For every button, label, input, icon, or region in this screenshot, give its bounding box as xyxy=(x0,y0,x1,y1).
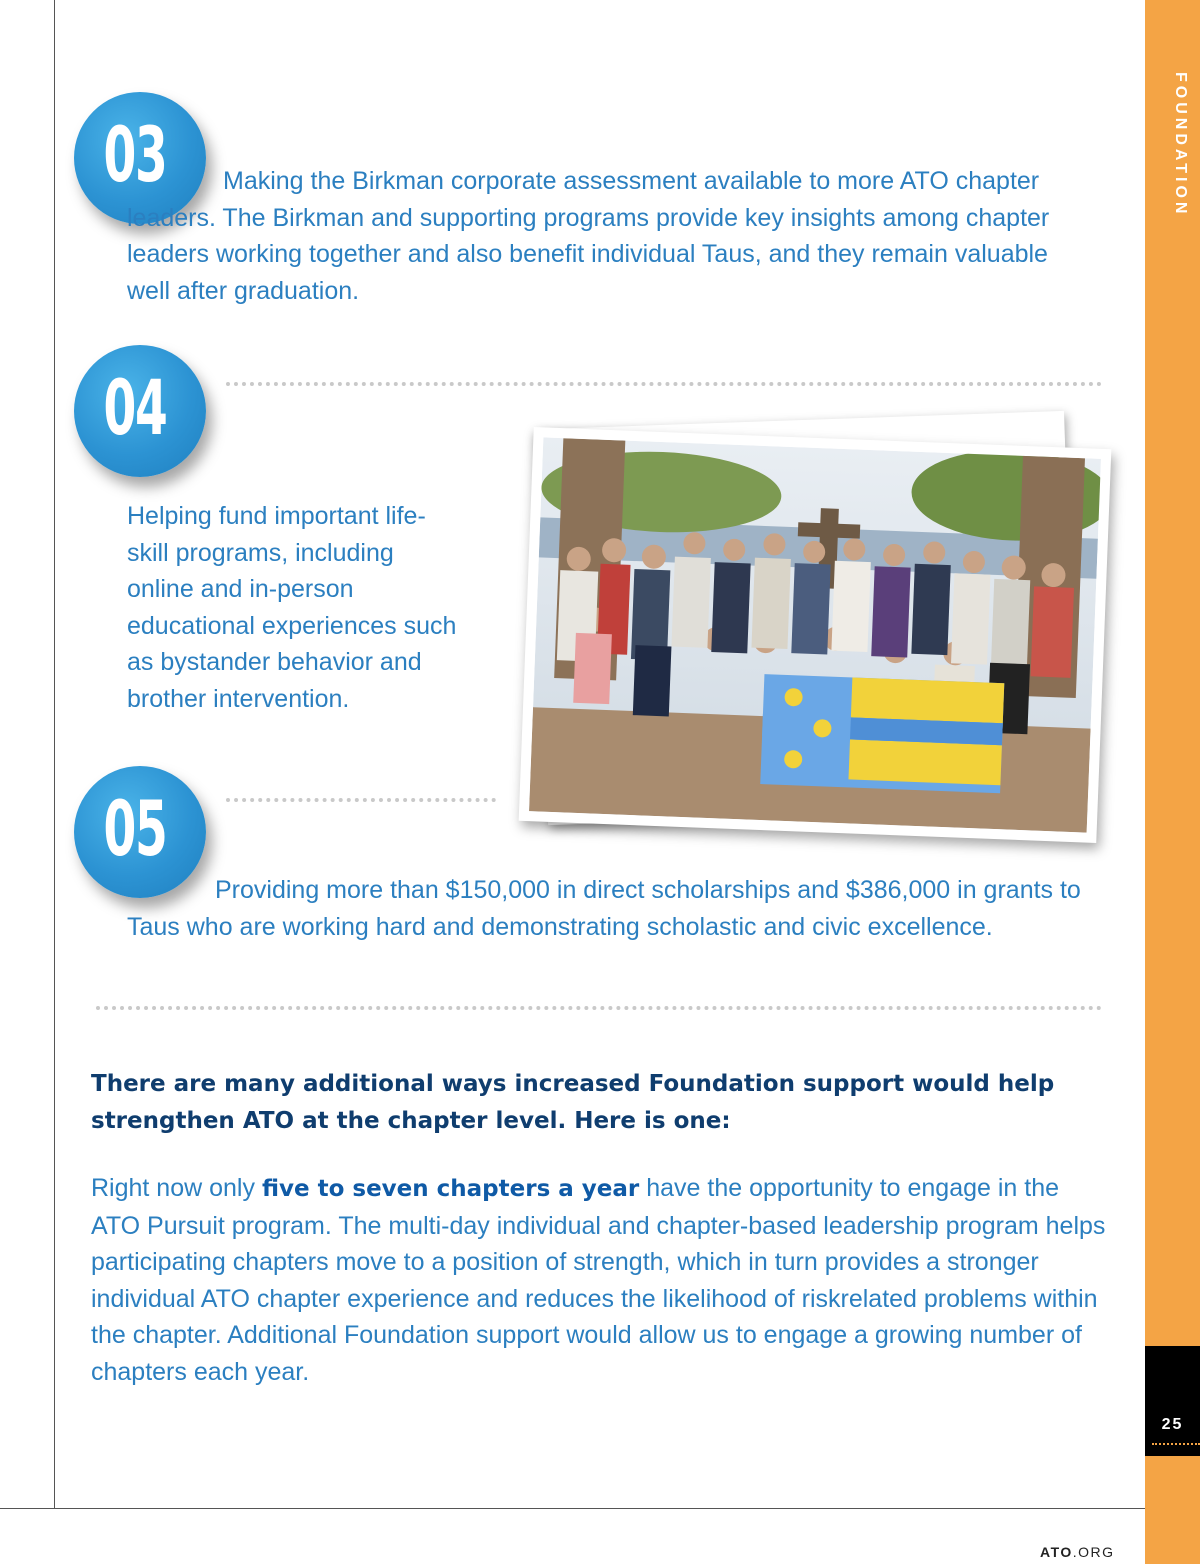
group-photo-image xyxy=(529,437,1101,832)
closing-highlight: five to seven chapters a year xyxy=(261,1176,640,1202)
item-badge-04 xyxy=(74,345,206,477)
section-label: FOUNDATION xyxy=(1172,72,1189,218)
section-divider xyxy=(96,1006,1102,1010)
group-photo xyxy=(519,427,1112,843)
page-number-dots xyxy=(1152,1443,1200,1445)
badge-number: 05 xyxy=(103,784,167,873)
footer-site-bold: ATO xyxy=(1040,1544,1073,1560)
lead-heading: There are many additional ways increased Foundation support would help strengthen ATO at the chapter level. Here is one: xyxy=(91,1071,1055,1134)
badge-number: 03 xyxy=(103,110,167,199)
item-text-04: Helping fund important life-skill programs, including online and in-person educational experiences such as bystander behavior and brother intervention. xyxy=(127,502,457,713)
bottom-margin-rule xyxy=(0,1508,1145,1509)
page-number: 25 xyxy=(1161,1416,1184,1433)
dotted-divider xyxy=(226,382,1102,386)
left-margin-rule xyxy=(54,0,55,1508)
closing-paragraph xyxy=(91,1170,1111,1390)
side-band xyxy=(1145,0,1200,1564)
item-text-05: Providing more than $150,000 in direct scholarships and $386,000 in grants to Taus who are working hard and demonstrating scholastic and civic excellence. xyxy=(127,876,1081,941)
dotted-divider xyxy=(226,798,496,802)
footer-site-rest: .ORG xyxy=(1072,1544,1115,1560)
closing-text-start: Right now only xyxy=(91,1174,262,1202)
page-number-box xyxy=(1145,1346,1200,1456)
badge-number: 04 xyxy=(103,363,167,452)
flag xyxy=(760,674,1004,793)
item-text-03: Making the Birkman corporate assessment available to more ATO chapter leaders. The Birkman and supporting programs provide key insights among chapter leaders working together and also benefit individual Taus, and they remain valuable well after graduation. xyxy=(127,167,1050,305)
closing-text-end: have the opportunity to engage in the ATO Pursuit program. The multi-day individual and chapter-based leadership program helps participating chapters move to a position of strength, which in turn provides a stronger individual ATO chapter experience and reduces the likelihood of riskrelated problems within the chapter. Additional Foundation support would allow us to engage a growing number of chapters each year. xyxy=(91,1174,1106,1386)
footer-website xyxy=(1040,1544,1115,1560)
